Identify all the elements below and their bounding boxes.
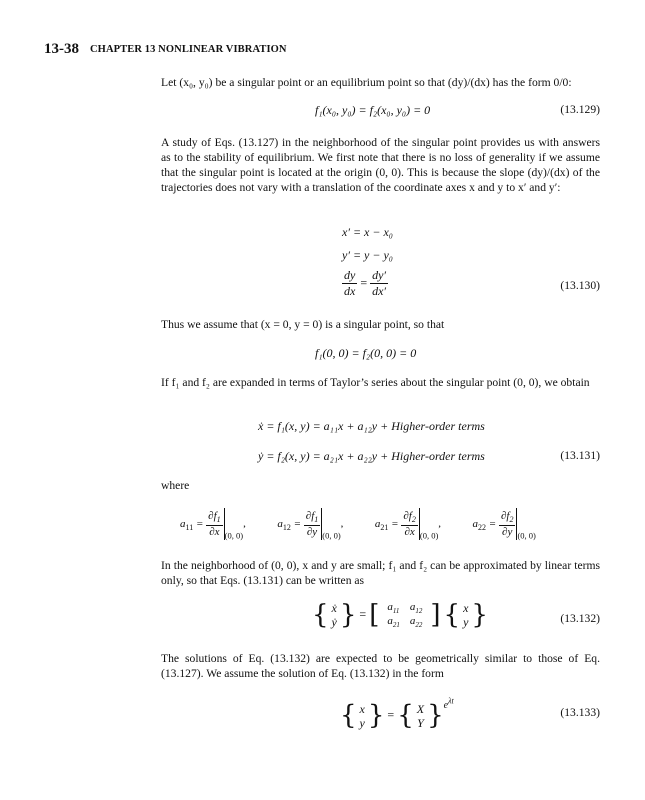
eq-number-13-133: (13.133) (560, 706, 600, 719)
equation-13-131-line1: ẋ = f₁(x, y) = a₁₁x + a₁₂y + Higher-order terms (258, 419, 485, 433)
paragraph-3: Thus we assume that (x = 0, y = 0) is a singular point, so that (161, 318, 445, 331)
equation-13-129: f₁(x₀, y₀) = f₂(x₀, y₀) = 0 (315, 103, 431, 117)
equation-13-130-line1: x′ = x − x₀ (342, 225, 393, 239)
eq-number-13-129: (13.129) (560, 103, 600, 116)
eq-number-13-131: (13.131) (560, 449, 600, 462)
paragraph-2: A study of Eqs. (13.127) in the neighborhood of the singular point provides us with answers as to the stability of equilibrium. We first note that there is no loss of generality if we assume that the singular point is located at the origin (0, 0). This is because the slope (dy)/(dx) of the trajectories does not vary with a translation of the coordinate axes x and y to x′ and y′: (161, 136, 600, 194)
paragraph-1: Let (x₀, y₀) be a singular point or an equilibrium point so that (dy)/(dx) has the form 0/0: (161, 76, 572, 89)
paragraph-5: In the neighborhood of (0, 0), x and y are small; f₁ and f₂ can be approximated by linear terms only, so that Eqs. (13.131) can be written as (161, 559, 600, 587)
equation-13-133: { x y } = { X Y }$^{e^{\lambda t}}$ (340, 697, 454, 731)
eq-number-13-132: (13.132) (560, 612, 600, 625)
equation-origin: f₁(0, 0) = f₂(0, 0) = 0 (315, 346, 417, 360)
chapter-title: CHAPTER 13 NONLINEAR VIBRATION (90, 44, 287, 55)
page-number: 13-38 (44, 41, 79, 57)
equation-13-132: { ẋ ẏ } = [ $a_{11}$ $a_{12}$ $a_{21}$ $a_{22}$ ] { x y } (312, 600, 488, 631)
partial-derivatives-row: $a_{11}$ = $\frac{\partial f_1}{\partial x}$ $_{(0, 0)}$, $a_{12}$ = $\frac{\partial f_1}{\partial y}$ $_{(0, 0)}$, $a_{21}$ = $\frac{\partial f_2}{\partial x}$ $_{(0, 0)}$, $a_{22}$ = $\frac{\partial f_2}{\partial y}$ $_{(0, 0)}$ (180, 508, 536, 541)
eq-number-13-130: (13.130) (560, 279, 600, 292)
where-label: where (161, 479, 190, 492)
paragraph-6: The solutions of Eq. (13.132) are expected to be geometrically similar to those of Eq. (13.127). We assume the solution of Eq. (13.132) in the form (161, 652, 600, 680)
equation-13-130-line2: y′ = y − y₀ (342, 248, 393, 262)
equation-13-130-line3: $\frac{dy}{dx}$ = $\frac{dy'}{dx'}$ (344, 268, 387, 298)
paragraph-4: If f₁ and f₂ are expanded in terms of Taylor’s series about the singular point (0, 0), we obtain (161, 376, 590, 389)
equation-13-131-line2: ẏ = f₂(x, y) = a₂₁x + a₂₂y + Higher-order terms (258, 449, 485, 463)
